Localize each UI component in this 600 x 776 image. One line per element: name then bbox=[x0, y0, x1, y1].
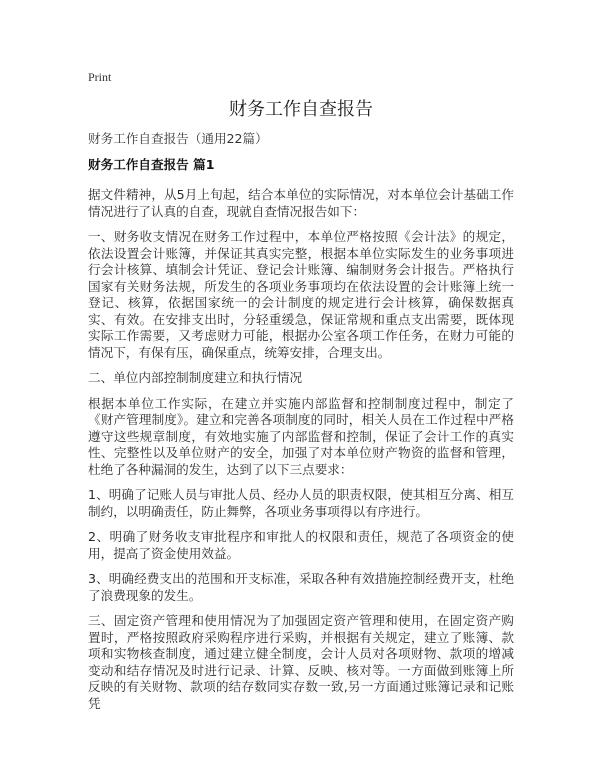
paragraph-point-2: 2、明确了财务收支审批程序和审批人的权限和责任，规范了各项资金的使用，提高了资金使用效益。 bbox=[88, 529, 514, 561]
paragraph-point-3: 3、明确经费支出的范围和开支标准，采取各种有效措施控制经费开支，杜绝了浪费现象的发生。 bbox=[88, 571, 514, 603]
paragraph-point-1: 1、明确了记账人员与审批人员、经办人员的职责权限，使其相互分离、相互制约，以明确责任，防止舞弊，各项业务事项得以有序进行。 bbox=[88, 487, 514, 519]
paragraph-section-1-finance: 一、财务收支情况在财务工作过程中，本单位严格按照《会计法》的规定，依法设置会计账簿，并保证其真实完整，根据本单位实际发生的业务事项进行会计核算、填制会计凭证、登记会计账簿、编制财务会计报告。严格执行国家有关财务法规，所发生的各项业务事项均在依法设置的会计账簿上统一登记、核算，依据国家统一的会计制度的规定进行会计核算，确保数据真实、有效。在安排支出时，分轻重缓急，保证常规和重点支出需要，既体现实际工作需要，又考虑财力可能，根据办公室各项工作任务，在财力可能的情况下，有保有压，确保重点，统筹安排，合理支出。 bbox=[88, 229, 514, 360]
document-body bbox=[88, 187, 514, 721]
paragraph-section-2-heading: 二、单位内部控制制度建立和执行情况 bbox=[88, 370, 303, 385]
document-subtitle: 财务工作自查报告（通用22篇） bbox=[88, 131, 268, 146]
section-heading: 财务工作自查报告 篇1 bbox=[88, 157, 215, 172]
print-label: Print bbox=[88, 70, 112, 84]
paragraph-internal-control: 根据本单位工作实际，在建立并实施内部监督和控制制度过程中，制定了《财产管理制度》。建立和完善各项制度的同时，相关人员在工作过程中严格遵守这些规章制度，有效地实施了内部监督和控制，保证了会计工作的真实性、完整性以及单位财产的安全，加强了对本单位财产物资的监督和管理，杜绝了各种漏洞的发生，达到了以下三点要求： bbox=[88, 395, 514, 477]
paragraph-section-3-fixed-assets: 三、固定资产管理和使用情况为了加强固定资产管理和使用，在固定资产购置时，严格按照政府采购程序进行采购，并根据有关规定，建立了账簿、款项和实物核查制度，通过建立健全制度，会计人员对各项财物、款项的增减变动和结存情况及时进行记录、计算、反映、核对等。一方面做到账簿上所反映的有关财物、款项的结存数同实存数一致,另一方面通过账簿记录和记账凭 bbox=[88, 613, 514, 711]
document-title: 财务工作自查报告 bbox=[229, 99, 373, 120]
paragraph-intro: 据文件精神，从5月上旬起，结合本单位的实际情况，对本单位会计基础工作情况进行了认真的自查，现就自查情况报告如下： bbox=[88, 187, 514, 219]
